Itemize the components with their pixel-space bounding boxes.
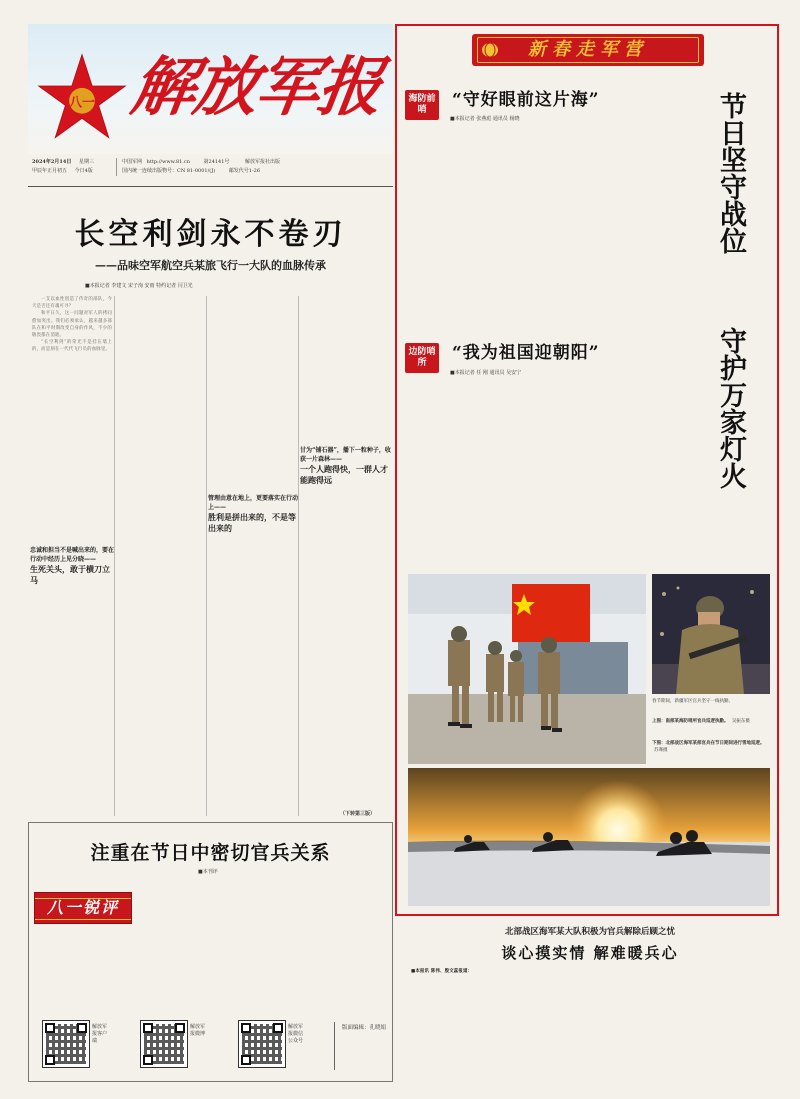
lead-subhead-2-lead: 管理由意在地上，更要落实在行动上—— — [208, 495, 299, 511]
bottom-story-column-3 — [650, 968, 774, 1082]
bottom-story-headline: 谈心摸实情 解难暖兵心 — [501, 944, 679, 962]
lunar-date: 甲辰年正月初五 — [32, 168, 68, 174]
edition-count: 今日4版 — [74, 168, 93, 174]
lead-subhead-2 — [208, 494, 300, 534]
lead-subhead-3-title: 一个人跑得快，一群人才能跑得远 — [300, 464, 388, 485]
qr-label-weibo: 解放军报微博 — [190, 1024, 206, 1037]
qr-finder-corner — [45, 1023, 55, 1033]
commentary-column-3 — [220, 892, 302, 1016]
commentary-headline: 注重在节日中密切官兵关系 — [90, 842, 331, 864]
lead-column-4b — [302, 492, 388, 807]
publisher: 解放军报社出版 — [245, 159, 281, 165]
bottom-story-kicker: 北部战区海军某大队积极为官兵解除后顾之忧 — [504, 927, 675, 937]
feature-vertical-title-1: 节日坚守战位 — [715, 92, 746, 254]
commentary-column-2 — [132, 892, 214, 1016]
commentary-badge — [34, 892, 132, 924]
story2-tag-label: 边防哨所 — [408, 347, 436, 368]
website-link[interactable]: http://www.81.cn — [146, 159, 190, 165]
qr-code-wechat[interactable] — [238, 1020, 286, 1068]
lead-column-1b — [32, 592, 112, 817]
newspaper-title: 解放军报 — [126, 50, 386, 125]
story2-column-1 — [402, 380, 498, 566]
lead-subhead-3-lead: 甘为“铺石器”，播下一粒种子，收获一片森林—— — [300, 447, 391, 463]
lead-continued-note: （下转第三版） — [340, 811, 376, 817]
caption-bottom — [652, 740, 770, 754]
caption-top-text: 上图：南部某海防哨所官兵巡逻执勤。 — [652, 719, 729, 724]
svg-text:八一: 八一 — [69, 95, 95, 111]
story2-headline: “我为祖国迎朝阳” — [452, 343, 600, 363]
qr-label-wechat: 解放军报微信公众号 — [288, 1024, 304, 1044]
story1-headline: “守好眼前这片海” — [452, 90, 600, 110]
story1-byline: ■本报记者 张燕彪 通讯员 杨晓 — [450, 116, 520, 122]
bottom-story-column-1 — [402, 968, 520, 1082]
cn-number: 国内统一连续出版物号：CN 81-0001/(J) — [122, 168, 216, 174]
qr-finder-corner — [175, 1023, 185, 1033]
qr-finder-corner — [273, 1023, 283, 1033]
photo-soldier-guard-art — [652, 574, 770, 694]
lead-subhead-1-title: 生死关头，敢于横刀立马 — [30, 564, 110, 585]
story1-tag — [405, 90, 439, 120]
feature-vertical-title-2: 守护万家灯火 — [715, 327, 746, 489]
masthead-info — [28, 158, 393, 186]
commentary-column-4 — [308, 892, 390, 1016]
photo-snowmobile-patrol — [408, 768, 770, 906]
bottom-story-column-2 — [526, 968, 644, 1082]
qr-finder-corner — [241, 1023, 251, 1033]
lead-paragraph-1: 一支以血性创造了传奇的部队，今天是否还有魂可寻？ — [32, 297, 112, 310]
lead-byline: ■本报记者 李建文 宋子洵 安雨 特约记者 闫卫光 — [85, 283, 193, 289]
lead-subhead-2-title: 胜利是拼出来的，不是等出来的 — [208, 512, 296, 533]
page-editor: 版面编辑：孔晓娟 — [342, 1025, 387, 1031]
qr-code-client[interactable] — [42, 1020, 90, 1068]
caption-right — [652, 698, 770, 705]
story1-column-2 — [504, 126, 600, 316]
commentary-byline: ■本刊评 — [198, 869, 218, 875]
qr-code-weibo[interactable] — [140, 1020, 188, 1068]
commentary-column-1 — [36, 926, 126, 1016]
qr-label-client: 解放军报客户端 — [92, 1024, 108, 1044]
caption-right-text: 春节期间，新疆军区官兵坚守一线执勤。 — [652, 699, 733, 704]
story2-byline: ■本报记者 任 刚 通讯员 吴安宁 — [450, 370, 522, 376]
lead-subhead-1 — [30, 546, 116, 586]
postal-code: 邮发代号1-26 — [228, 168, 260, 174]
issue-number: 第24141号 — [203, 159, 230, 165]
lead-column-2b — [118, 636, 204, 817]
qr-finder-corner — [143, 1023, 153, 1033]
issue-date: 2024年2月14日 — [32, 159, 72, 165]
lead-paragraph-3: “长空利剑”的荣光不是挂在墙上的，而是刻在一代代飞行员的血脉里。 — [32, 340, 112, 353]
commentary-badge-label: 八一锐评 — [46, 898, 119, 917]
lead-column-3 — [210, 296, 296, 476]
story1-column-1 — [402, 126, 498, 316]
lead-column-3b — [210, 540, 296, 817]
lead-column-2 — [118, 296, 204, 626]
story2-column-2 — [504, 380, 600, 566]
photo-soldier-guard — [652, 574, 770, 694]
photo-snowmobile-patrol-art — [408, 768, 770, 906]
story1-column-3 — [606, 126, 704, 316]
lead-paragraph-2: 和平日久，这一问题对军人的拷问愈加突出。我们必须承认，越来越多部队在和平时期改变自身的作风，不少的敬畏都在消逝。 — [32, 311, 112, 339]
website-label: 中国军网 — [122, 159, 143, 165]
caption-bottom-credit: 苏骞摄 — [654, 748, 668, 753]
photo-soldiers-patrol — [408, 574, 646, 764]
photo-soldiers-patrol-art — [408, 574, 646, 764]
qr-finder-corner — [77, 1023, 87, 1033]
caption-bottom-text: 下图：北部战区海军某部官兵在节日期间进行雪地巡逻。 — [652, 741, 765, 746]
masthead — [28, 24, 393, 184]
story2-column-3 — [606, 380, 704, 566]
story1-tag-label: 海防前哨 — [408, 94, 436, 115]
feature-banner-label: 新春走军营 — [528, 39, 648, 60]
lead-subhead-3 — [300, 446, 392, 486]
lead-subhead-1-lead: 忠诚和担当不是喊出来的，要在行动中经历上见分晓—— — [30, 547, 115, 563]
caption-top — [652, 718, 770, 725]
lead-subheadline: ——品味空军航空兵某旅飞行一大队的血脉传承 — [95, 259, 326, 272]
qr-finder-corner — [143, 1055, 153, 1065]
caption-top-credit: 吴振东摄 — [731, 719, 750, 724]
story2-tag — [405, 343, 439, 373]
feature-banner — [472, 34, 704, 66]
lead-headline: 长空利剑永不卷刃 — [74, 217, 347, 252]
lead-column-4 — [302, 296, 388, 441]
lead-column-1 — [32, 296, 112, 541]
qr-finder-corner — [241, 1055, 251, 1065]
qr-finder-corner — [45, 1055, 55, 1065]
red-star-emblem-icon — [36, 52, 128, 144]
issue-weekday: 星期三 — [78, 159, 94, 165]
bottom-story-byline: ■本报讯 陈伟、殷文蕊报道： — [411, 969, 473, 974]
